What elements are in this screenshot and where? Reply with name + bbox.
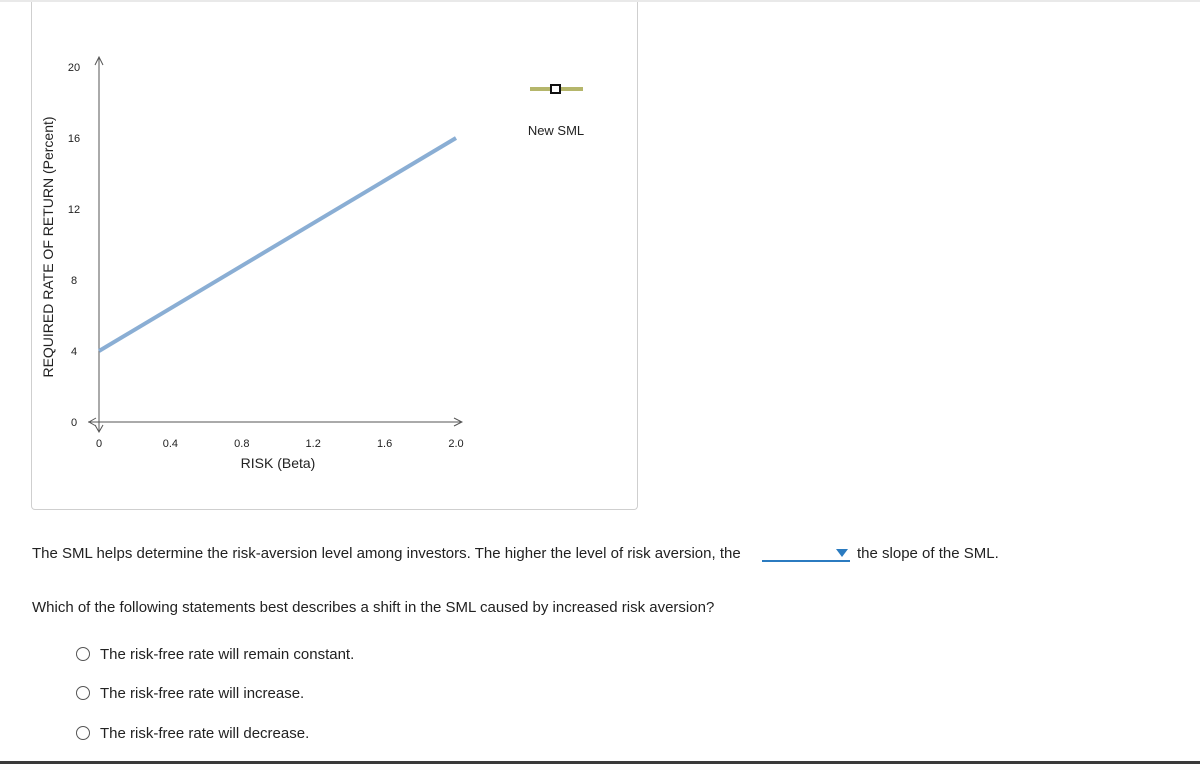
question-sentence-end: the slope of the SML. bbox=[857, 545, 999, 562]
sml-chart bbox=[0, 0, 640, 515]
question-prompt: Which of the following statements best describes a shift in the SML caused by increased risk aversion? bbox=[32, 599, 715, 616]
radio-icon[interactable] bbox=[76, 726, 90, 740]
legend[interactable] bbox=[528, 85, 584, 138]
x-tick-label: 2.0 bbox=[448, 438, 464, 450]
y-tick-label: 0 bbox=[70, 417, 78, 429]
question-sentence: The SML helps determine the risk-aversion level among investors. The higher the level of risk aversion, the bbox=[32, 545, 741, 562]
sml-line bbox=[99, 138, 456, 351]
y-tick-label: 12 bbox=[67, 204, 81, 216]
radio-icon[interactable] bbox=[76, 686, 90, 700]
option-label: The risk-free rate will remain constant. bbox=[100, 645, 355, 663]
option-label: The risk-free rate will decrease. bbox=[100, 724, 310, 742]
option-increase[interactable] bbox=[76, 683, 304, 703]
y-tick-label: 4 bbox=[70, 346, 78, 358]
y-tick-label: 20 bbox=[67, 62, 81, 74]
y-axis-label: REQUIRED RATE OF RETURN (Percent) bbox=[40, 116, 56, 378]
slope-dropdown[interactable] bbox=[762, 542, 850, 562]
radio-icon[interactable] bbox=[76, 647, 90, 661]
x-tick-label: 1.2 bbox=[305, 438, 321, 450]
series-layer bbox=[99, 138, 456, 351]
x-tick-label: 1.6 bbox=[376, 438, 393, 450]
x-tick-label: 0 bbox=[95, 438, 103, 450]
x-tick-label: 0.8 bbox=[234, 438, 250, 450]
x-tick-labels bbox=[96, 438, 464, 450]
y-tick-labels bbox=[68, 62, 80, 429]
y-tick-label: 16 bbox=[67, 133, 81, 145]
option-constant[interactable] bbox=[76, 644, 354, 664]
y-tick-label: 8 bbox=[70, 275, 78, 287]
x-axis-label: RISK (Beta) bbox=[240, 455, 316, 471]
legend-label: New SML bbox=[527, 123, 585, 138]
legend-marker-icon[interactable] bbox=[551, 85, 560, 93]
option-decrease[interactable] bbox=[76, 723, 309, 743]
option-label: The risk-free rate will increase. bbox=[100, 684, 305, 702]
dropdown-arrow-icon bbox=[836, 549, 848, 557]
x-tick-label: 0.4 bbox=[162, 438, 179, 450]
